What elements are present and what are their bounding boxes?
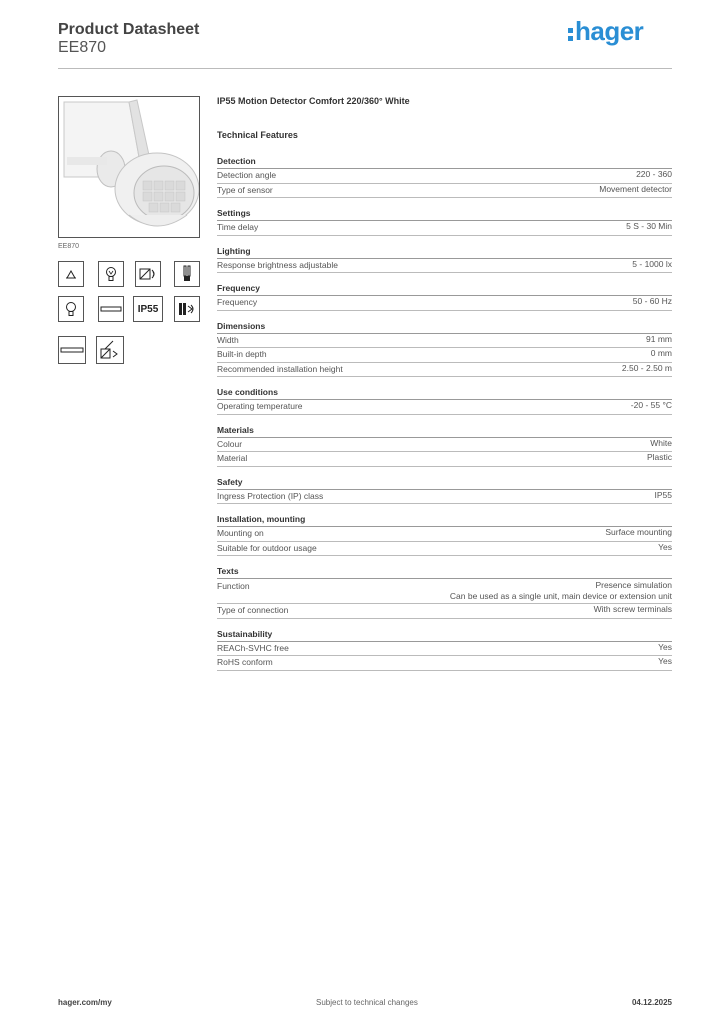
logo-text: hager [575,16,644,46]
spec-value-line: -20 - 55 °C [630,400,672,410]
spec-section [217,156,672,198]
spec-label: Operating temperature [217,401,303,411]
spec-value-line: 0 mm [650,348,672,358]
footer-date: 04.12.2025 [631,998,672,1007]
led-tube-icon [58,336,86,364]
technical-features-heading: Technical Features [217,130,298,140]
spec-row [217,221,672,236]
spec-row [217,169,672,184]
spec-value-line: Yes [658,641,672,652]
spec-value-line: Surface mounting [605,527,672,537]
footer-notice: Subject to technical changes [316,998,418,1007]
spec-value-line: 2.50 - 2.50 m [621,362,672,373]
spec-section [217,477,672,505]
spec-value-line: Plastic [646,452,672,462]
spec-row [217,400,672,415]
spec-value [651,348,672,362]
spec-section [217,425,672,467]
spec-value [658,642,672,656]
spec-value-line: IP55 [654,489,672,500]
spec-value-line: 5 S - 30 Min [626,221,672,231]
section-title: Use conditions [217,387,672,400]
spec-row [217,604,672,619]
outdoor-sensor-icon [96,336,124,364]
spec-label: Detection angle [217,170,277,180]
spec-value-line: Yes [658,541,672,552]
spec-value-line: Movement detector [599,183,672,194]
section-title: Lighting [217,246,672,259]
section-title: Detection [217,156,672,169]
spec-label: Built-in depth [217,349,267,359]
spec-value [633,296,672,310]
spec-value [594,604,672,618]
spec-value-line: Presence simulation [595,580,672,590]
spec-row [217,348,672,363]
spec-section [217,514,672,556]
spec-section [217,321,672,378]
spec-content [217,96,672,681]
logo-dots-icon [568,24,573,42]
spec-value [599,184,672,198]
spec-label: Response brightness adjustable [217,259,338,270]
spec-value-line: Can be used as a single unit, main device or extension unit [449,591,672,601]
spec-row [217,334,672,349]
incandescent-icon [58,296,84,322]
spec-value [658,542,672,556]
spec-label: Colour [217,438,243,449]
bulb-icon [98,261,124,287]
spec-label: Time delay [217,222,259,232]
ip55-icon: IP55 [133,296,163,322]
spec-label: Type of sensor [217,184,273,195]
spec-row [217,363,672,378]
spec-label: Function [217,581,250,591]
spec-value [450,580,672,602]
spec-value [631,400,672,414]
spec-value [655,490,673,504]
spec-label: Suitable for outdoor usage [217,542,317,553]
spec-label: Recommended installation height [217,363,343,374]
spec-label: Type of connection [217,605,289,615]
section-title: Safety [217,477,672,490]
spec-row [217,452,672,467]
spec-row [217,438,672,453]
tube-lamp-icon [98,296,124,322]
section-title: Installation, mounting [217,514,672,527]
spec-row [217,527,672,542]
spec-value [646,334,672,348]
spec-label: Ingress Protection (IP) class [217,490,324,501]
spec-value-line: Yes [658,656,672,666]
spec-row [217,296,672,311]
ceiling-mount-icon [58,261,84,287]
spec-row [217,184,672,199]
spec-value [622,363,672,377]
section-title: Sustainability [217,629,672,642]
spec-row [217,490,672,505]
spec-value [658,656,672,670]
section-title: Dimensions [217,321,672,334]
footer-website: hager.com/my [58,998,112,1007]
spec-value [632,259,672,273]
spec-value [636,169,672,183]
motion-sensor-icon [135,261,161,287]
spec-row [217,259,672,274]
header-divider [58,68,672,69]
spec-label: REACh-SVHC free [217,642,289,653]
hager-logo [568,16,643,47]
spec-label: Width [217,334,239,345]
spec-value [626,221,672,235]
spec-row [217,579,672,604]
product-image [58,96,200,238]
spec-label: RoHS conform [217,657,273,667]
spec-value-line: 91 mm [646,333,672,344]
spec-label: Material [217,453,248,463]
spec-label: Mounting on [217,528,264,538]
spec-section [217,246,672,274]
spec-section [217,208,672,236]
spec-row [217,656,672,671]
spec-sections [217,156,672,671]
spec-section [217,387,672,415]
spec-row [217,642,672,657]
spec-value [647,452,672,466]
spec-value [605,527,672,541]
section-title: Materials [217,425,672,438]
section-title: Frequency [217,283,672,296]
spec-section [217,283,672,311]
relay-icon [174,296,200,322]
spec-value-line: White [650,437,672,448]
spec-value-line: 5 - 1000 lx [632,258,672,269]
product-name: IP55 Motion Detector Comfort 220/360° White [217,96,410,106]
spec-value-line: 220 - 360 [636,169,672,179]
section-title: Texts [217,566,672,579]
spec-value-line: 50 - 60 Hz [632,296,672,306]
section-title: Settings [217,208,672,221]
spec-value-line: With screw terminals [593,604,672,614]
page-title: Product Datasheet [58,21,200,38]
fluorescent-lamp-icon [174,261,200,287]
spec-row [217,542,672,557]
spec-label: Frequency [217,297,258,307]
spec-section [217,566,672,619]
image-caption: EE870 [58,243,80,250]
spec-section [217,629,672,671]
product-code: EE870 [58,39,107,56]
spec-value [650,438,672,452]
